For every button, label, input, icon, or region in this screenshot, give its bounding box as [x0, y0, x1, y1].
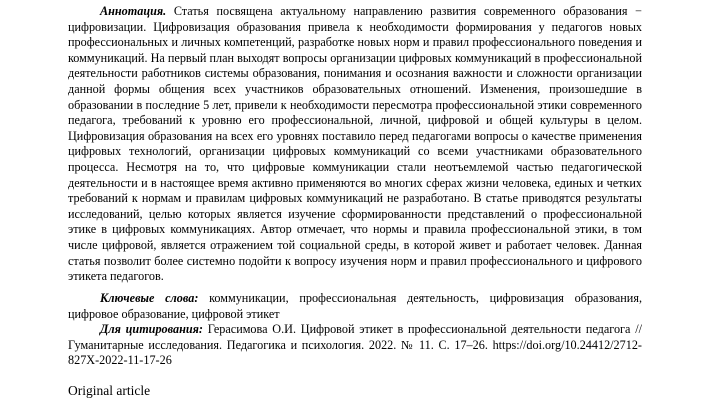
abstract-paragraph: [68, 4, 642, 285]
citation-paragraph: [68, 322, 642, 369]
citation-label: Для цитирования:: [100, 322, 203, 336]
abstract-label: Аннотация.: [100, 4, 167, 18]
citation-text: Герасимова О.И. Цифровой этикет в профессиональной деятельности педагога // Гуманитарные исследования. Педагогика и психология. 2022. № 11. С. 17–26. https://doi.org/10.24412/2712-827X-2022-11-17-26: [68, 322, 642, 368]
abstract-text: Статья посвящена актуальному направлению развития современного образования − цифровизации. Цифровизация образования привела к необходимости формирования у педагогов новых профессиональных и личных компетенций, разработке новых норм и правил профессионального поведения и коммуникаций. На первый план выходят вопросы организации цифровых коммуникаций в профессиональной деятельности работников системы образования, понимания и осознания важности и сложности организации данной формы общения всех участников образовательных отношений. Изменения, произошедшие в образовании в последние 5 лет, привели к необходимости пересмотра профессиональной этики современного педагога, требований к уровню его профессиональной, личной, цифровой и общей культуры в целом. Цифровизация образования на всех его уровнях поставило перед педагогами вопросы о качестве применения цифровых технологий, организации цифровых коммуникаций со всеми участниками образовательного процесса. Несмотря на то, что цифровые коммуникации стали неотъемлемой частью педагогической деятельности и в настоящее время активно применяются во многих сферах жизни человека, единых и четких требований к нормам и правилам цифровых коммуникаций не разработано. В статье приводятся результаты исследований, целью которых является изучение сформированности представлений о профессиональной этике в цифровых коммуникациях. Автор отмечает, что нормы и правила профессиональной этики, в том числе цифровой, является отражением той социальной среды, в которой живет и работает человек. Данная статья позволит более системно подойти к вопросу изучения норм и правил профессионального и цифрового этикета педагогов.: [68, 4, 642, 284]
keywords-paragraph: [68, 291, 642, 322]
keywords-label: Ключевые слова:: [100, 291, 199, 305]
article-type-label: Original article: [68, 383, 151, 398]
keywords-text: коммуникации, профессиональная деятельность, цифровизация образования, цифровое образование, цифровой этикет: [68, 291, 642, 321]
